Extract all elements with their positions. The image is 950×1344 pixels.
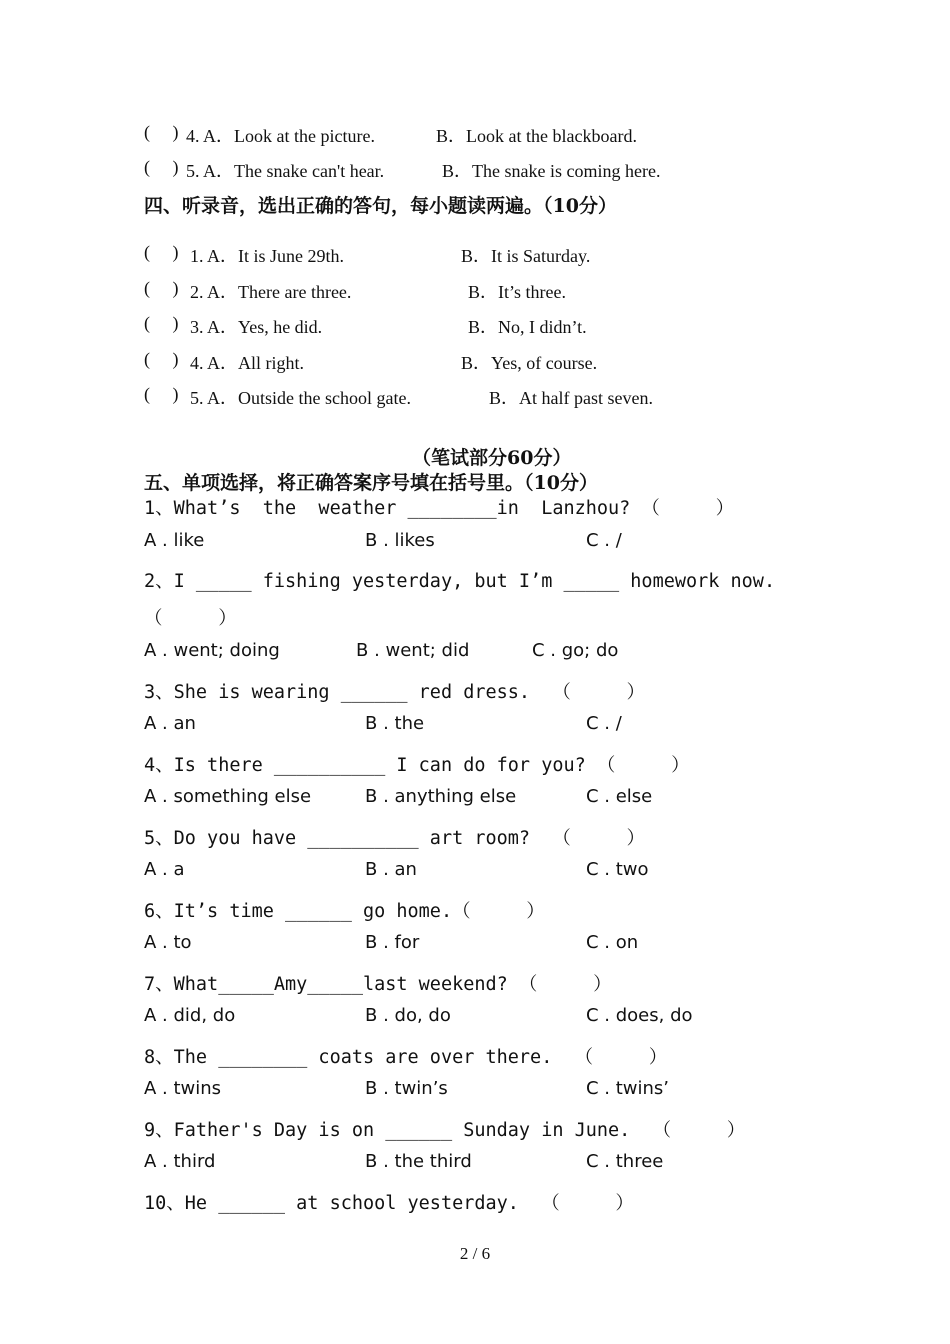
choice-a: A . third [144,1151,216,1172]
option-b: B．Look at the blackboard. [436,126,637,146]
option-b: B．At half past seven. [489,388,653,408]
question-stem-cont: （ ） [144,608,237,629]
choice-b: B . the third [365,1151,472,1172]
answer-paren: ( ) [144,384,179,404]
option-b: B．It’s three. [468,282,566,302]
choice-a: A . twins [144,1078,222,1099]
choice-a: A . an [144,713,196,734]
choice-c: C . two [586,859,649,880]
choice-b: B . for [365,932,420,953]
choice-c: C . twins’ [586,1078,670,1099]
choice-b: B . do, do [365,1005,451,1026]
choice-c: C . does, do [586,1005,693,1026]
choice-a: A . something else [144,786,312,807]
choice-c: C . / [586,530,622,551]
choice-b: B . likes [365,530,435,551]
question-stem: 8、The ________ coats are over there. （ ） [144,1047,668,1068]
question-stem: 6、It’s time ______ go home.（ ） [144,901,545,922]
question-stem: 7、What_____Amy_____last weekend? （ ） [144,974,612,995]
choice-a: A . went; doing [144,640,280,661]
option-b: B．It is Saturday. [461,246,591,266]
choice-c: C . / [586,713,622,734]
answer-paren: ( ) [144,349,179,369]
page-number: 2 / 6 [459,1244,491,1263]
option-a: 5. A．The snake can't hear. [186,161,385,181]
question-stem: 1、What’s the weather ________in Lanzhou? （ ） [144,498,735,519]
answer-paren: ( ) [144,157,179,177]
option-a: 3. A．Yes, he did. [190,317,323,337]
choice-b: B . anything else [365,786,517,807]
option-a: 4. A．Look at the picture. [186,126,375,146]
choice-c: C . on [586,932,639,953]
choice-c: C . go; do [532,640,619,661]
choice-b: B . went; did [356,640,470,661]
option-b: B．Yes, of course. [461,353,598,373]
question-stem: 10、He ______ at school yesterday. （ ） [144,1193,634,1214]
choice-a: A . like [144,530,205,551]
answer-paren: ( ) [144,313,179,333]
option-a: 4. A．All right. [190,353,305,373]
choice-b: B . an [365,859,417,880]
option-a: 5. A．Outside the school gate. [190,388,411,408]
question-stem: 4、Is there __________ I can do for you? （ ） [144,755,690,776]
choice-c: C . else [586,786,653,807]
section4-heading: 四、听录音，选出正确的答句，每小题读两遍。（10分） [144,195,617,217]
written-part-title: （笔试部分60分） [412,447,572,469]
option-a: 1. A．It is June 29th. [190,246,345,266]
choice-c: C . three [586,1151,664,1172]
question-stem: 5、Do you have __________ art room? （ ） [144,828,646,849]
question-stem: 2、I _____ fishing yesterday, but I’m _____ homework now. [144,571,776,592]
choice-b: B . the [365,713,425,734]
answer-paren: ( ) [144,122,179,142]
option-b: B．The snake is coming here. [442,161,661,181]
answer-paren: ( ) [144,242,179,262]
answer-paren: ( ) [144,278,179,298]
question-stem: 9、Father's Day is on ______ Sunday in June. （ ） [144,1120,746,1141]
choice-a: A . a [144,859,185,880]
option-a: 2. A．There are three. [190,282,352,302]
choice-a: A . to [144,932,192,953]
section5-heading: 五、单项选择，将正确答案序号填在括号里。（10分） [144,472,598,494]
choice-a: A . did, do [144,1005,236,1026]
option-b: B．No, I didn’t. [468,317,587,337]
choice-b: B . twin’s [365,1078,448,1099]
question-stem: 3、She is wearing ______ red dress. （ ） [144,682,646,703]
